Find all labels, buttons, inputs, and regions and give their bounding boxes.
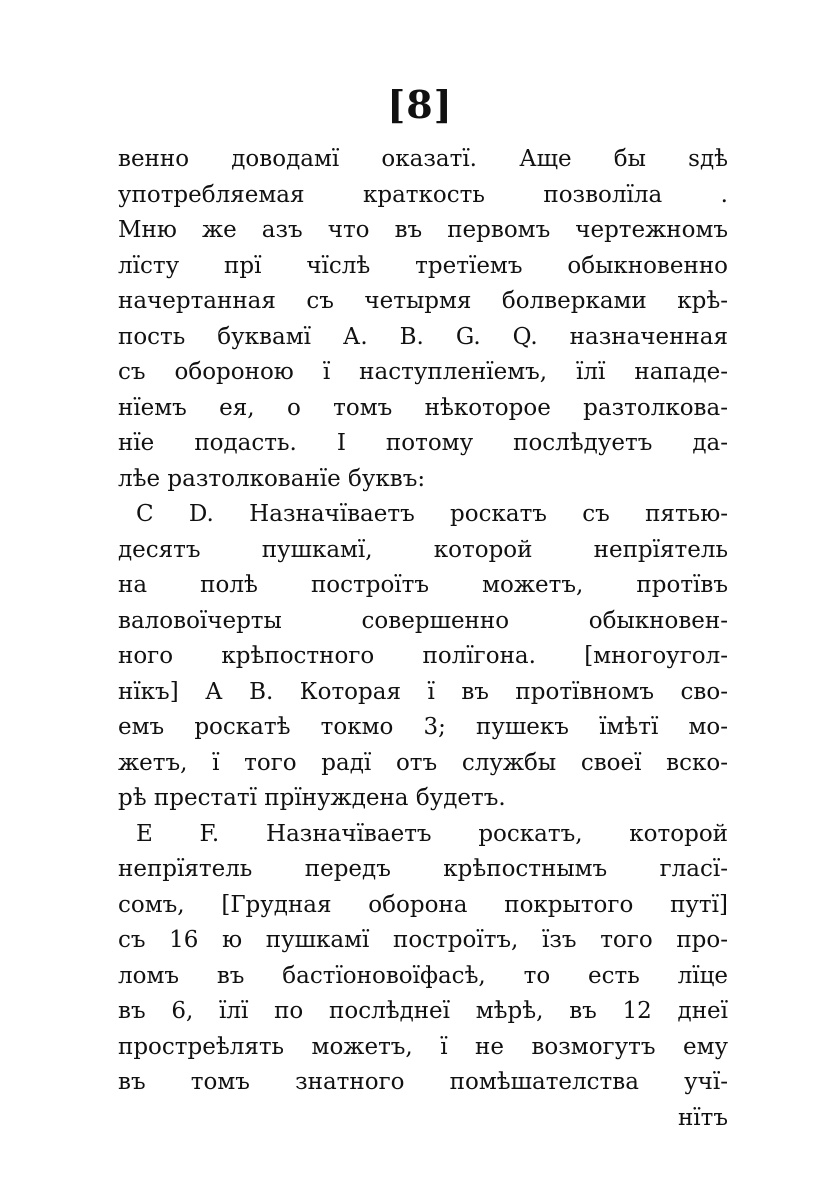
text-line: ного крѣпостного полїгона. [многоугол- xyxy=(118,643,728,669)
paragraph-cd-start: C D. Назначїваетъ роскатъ съ пятью- xyxy=(136,501,728,527)
text-line: въ 6, їлї по послѣднеї мѣрѣ, въ 12 днеї xyxy=(118,998,728,1024)
page-number: [8] xyxy=(387,82,453,127)
text-line: начертанная съ четырмя болверками крѣ- xyxy=(118,288,728,314)
text-line: съ 16 ю пушкамї построїтъ, їзъ того про- xyxy=(118,927,728,953)
text-line: на полѣ построїтъ можетъ, протївъ xyxy=(118,572,728,598)
text-line: лѣе рaзтолкованїе буквъ: xyxy=(118,465,426,492)
text-line: простреѣлять можетъ, ї не возмогутъ ему xyxy=(118,1033,728,1060)
text-line: жетъ, ї того радї отъ службы своеї вско- xyxy=(118,749,728,776)
text-line: сомъ, [Грудная оборона покрытого путї] xyxy=(118,891,728,918)
text-line: валовоїчерты совершенно обыкновен- xyxy=(118,607,728,634)
text-line: Мню же азъ что въ первомъ чертежномъ xyxy=(118,217,728,243)
text-line: нїкъ] А В. Которая ї въ протївномъ сво- xyxy=(118,678,728,705)
text-line: нїе подасть. І потому послѣдуетъ да- xyxy=(118,430,728,456)
text-line: емъ роскатѣ токмо 3; пушекъ їмѣтї мо- xyxy=(118,714,728,740)
text-line: рѣ престатї прїнуждена будетъ. xyxy=(118,785,506,811)
text-line: ломъ въ бастїоновоїфасѣ, то есть лїце xyxy=(118,962,728,989)
text-line: употребляемая краткость позволїла . xyxy=(118,181,728,208)
text-line: лїсту прї чїслѣ третїемъ обыкновенно xyxy=(118,252,728,279)
body-text xyxy=(118,142,728,1136)
text-line: десятъ пушкамї, которой непрїятель xyxy=(118,536,728,563)
text-line: нїемъ ея, о томъ нѣкоторое рaзтолкова- xyxy=(118,394,728,421)
catchword: нїтъ xyxy=(677,1104,728,1131)
text-line: въ томъ знатного помѣшателства учї- xyxy=(118,1069,728,1095)
text-line: пость буквамї А. В. G. Q. назначенная xyxy=(118,323,728,350)
text-line: непрїятель передъ крѣпостнымъ гласї- xyxy=(118,856,728,882)
text-line: венно доводамї оказатї. Аще бы sдѣ xyxy=(118,146,728,172)
text-line: съ обороною ї наступленїемъ, їлї нападе- xyxy=(118,359,728,385)
paragraph-ef-start: E F. Назначїваетъ роскатъ, которой xyxy=(136,820,728,847)
